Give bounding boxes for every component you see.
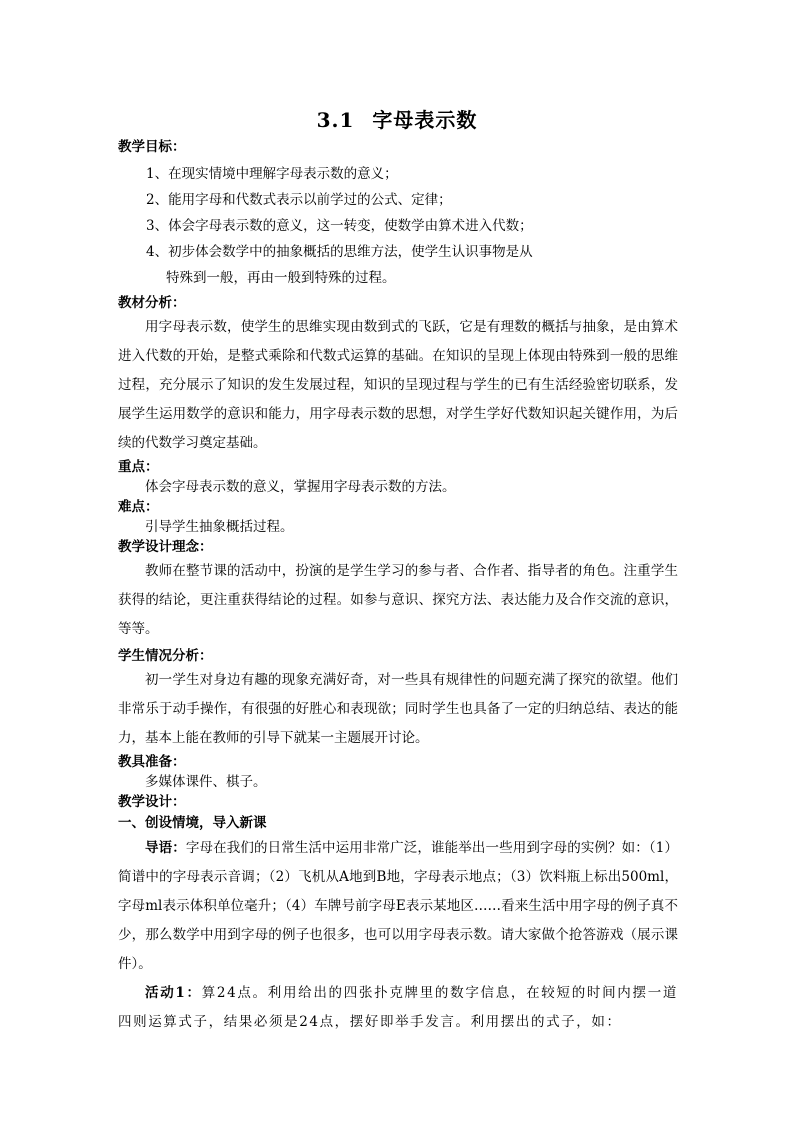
- difficulty-heading: 难点：: [118, 499, 159, 515]
- activity-label: 活动1：: [145, 985, 202, 1001]
- analysis-heading: 教材分析：: [118, 295, 186, 311]
- title-number: 3.1: [316, 108, 355, 132]
- design-heading: 教学设计：: [118, 794, 186, 810]
- page-title: [0, 104, 794, 133]
- document-body: [118, 138, 678, 1037]
- activity-paragraph: [118, 979, 678, 1037]
- lead-text: 字母在我们的日常生活中运用非常广泛，谁能举出一些用到字母的实例？如：（1）简谱中的字母表示音调；（2）飞机从A地到B地，字母表示地点；（3）饮料瓶上标出500ml，字母ml表示体积单位毫升；（4）车牌号前字母E表示某地区……看来生活中用字母的例子真不少，那么数学中用到字母的例子也很多，也可以用字母表示数。请大家做个抢答游戏（展示课件）。: [118, 840, 678, 972]
- objective-item-continuation: 特殊到一般，再由一般到特殊的过程。: [166, 270, 396, 286]
- objective-item: [118, 239, 678, 291]
- objectives-heading: 教学目标：: [118, 139, 186, 155]
- objective-item: 3、体会字母表示数的意义，这一转变，使数学由算术进入代数；: [146, 218, 533, 234]
- design-idea-paragraph: 教师在整节课的活动中，扮演的是学生学习的参与者、合作者、指导者的角色。注重学生获得的结论，更注重获得结论的过程。如参与意识、探究方法、表达能力及合作交流的意识，等等。: [118, 563, 678, 637]
- design-idea-heading: 教学设计理念：: [118, 539, 213, 555]
- tools-heading: 教具准备：: [118, 754, 186, 770]
- activity-text: 算24点。利用给出的四张扑克牌里的数字信息，在较短的时间内摆一道四则运算式子，结果必须是24点，摆好即举手发言。利用摆出的式子，如：: [118, 985, 678, 1030]
- difficulty-paragraph: 引导学生抽象概括过程。: [145, 519, 294, 535]
- keypoint-heading: 重点：: [118, 459, 159, 475]
- lead-label: 导语：: [145, 840, 186, 856]
- objective-item: 1、在现实情境中理解字母表示数的意义；: [146, 166, 398, 182]
- tools-paragraph: 多媒体课件、棋子。: [145, 774, 267, 790]
- objectives-list: [118, 161, 678, 291]
- students-heading: 学生情况分析：: [118, 648, 213, 664]
- objective-item-text: 4、初步体会数学中的抽象概括的思维方法，使学生认识事物是从: [146, 244, 533, 260]
- lead-paragraph: [118, 834, 678, 979]
- title-text: 字母表示数: [372, 108, 478, 132]
- analysis-paragraph: 用字母表示数，使学生的思维实现由数到式的飞跃，它是有理数的概括与抽象，是由算术进入代数的开始，是整式乘除和代数式运算的基础。在知识的呈现上体现由特殊到一般的思维过程，充分展示了知识的发生发展过程，知识的呈现过程与学生的已有生活经验密切联系，发展学生运用数学的意识和能力，用字母表示数的思想，对学生学好代数知识起关键作用，为后续的代数学习奠定基础。: [118, 319, 678, 451]
- students-paragraph: 初一学生对身边有趣的现象充满好奇，对一些具有规律性的问题充满了探究的欲望。他们非常乐于动手操作，有很强的好胜心和表现欲；同时学生也具备了一定的归纳总结、表达的能力，基本上能在教师的引导下就某一主题展开讨论。: [118, 672, 678, 746]
- objective-item: 2、能用字母和代数式表示以前学过的公式、定律；: [146, 192, 452, 208]
- part1-heading: 一、创设情境，导入新课: [118, 815, 267, 831]
- keypoint-paragraph: 体会字母表示数的意义，掌握用字母表示数的方法。: [145, 479, 456, 495]
